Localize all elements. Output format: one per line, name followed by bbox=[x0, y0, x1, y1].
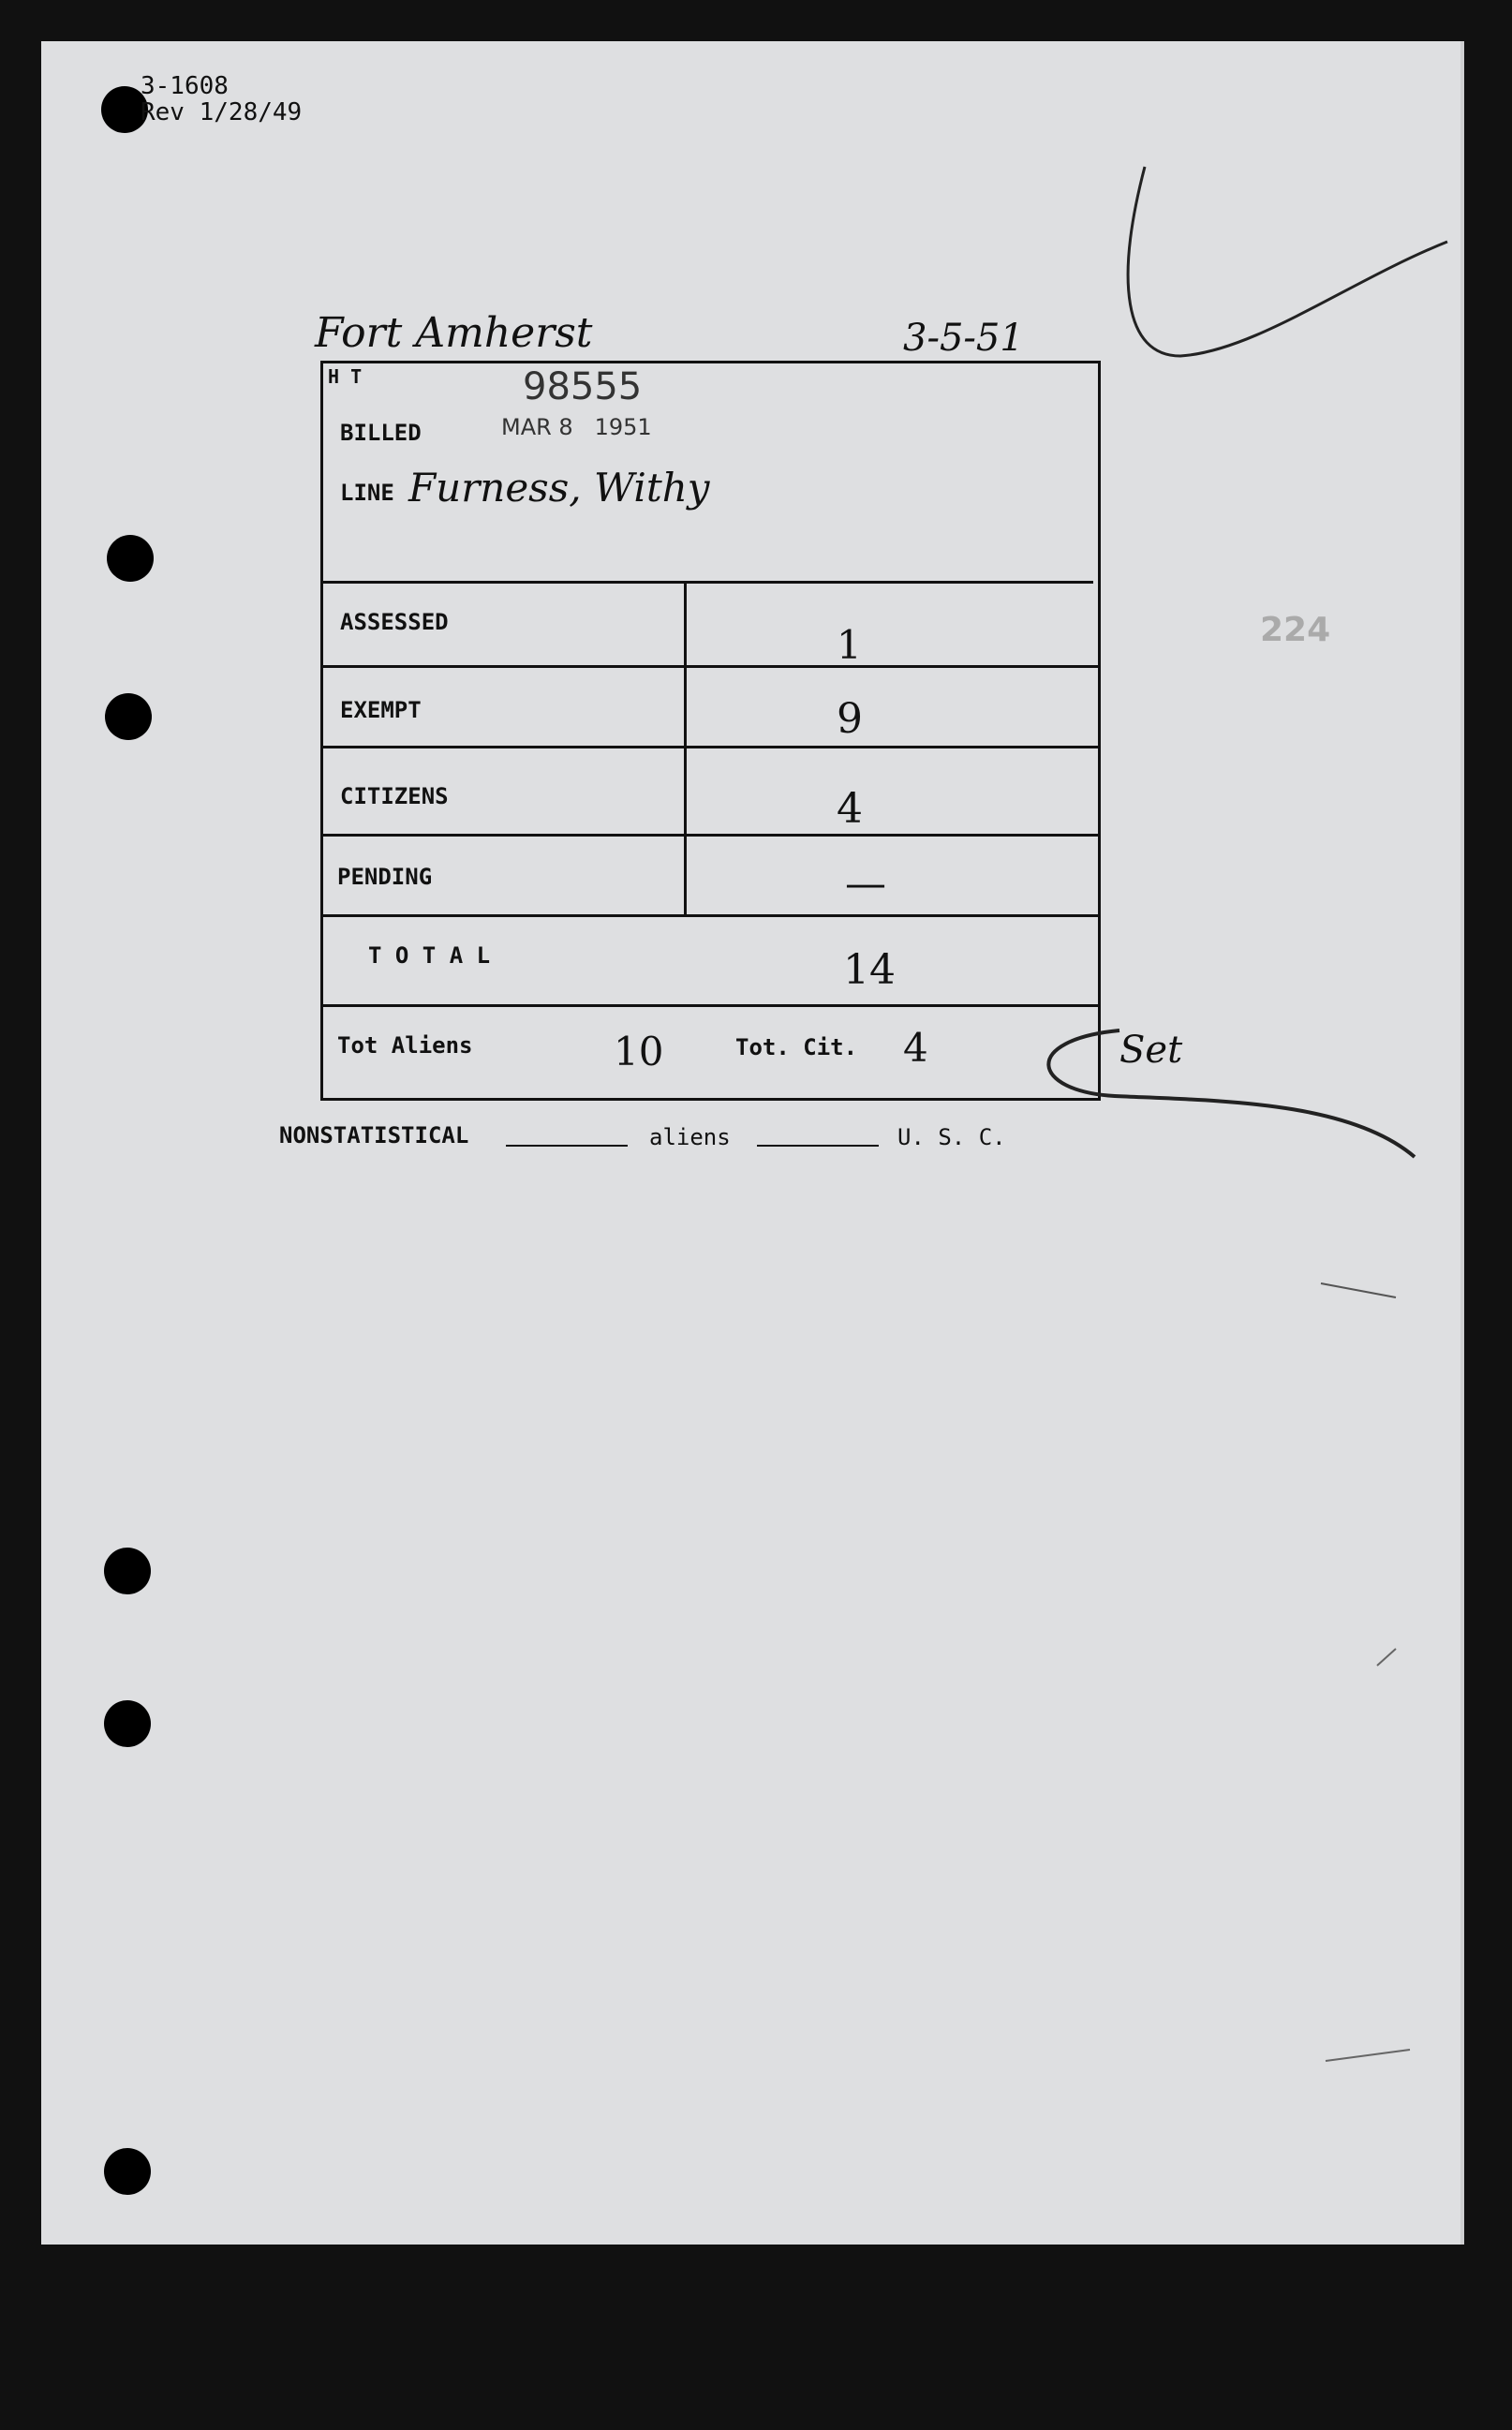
row-label-assessed: ASSESSED bbox=[340, 609, 449, 635]
entry-date: 3-5-51 bbox=[903, 317, 1024, 360]
total-label: T O T A L bbox=[368, 942, 491, 969]
initials: Set bbox=[1119, 1029, 1183, 1072]
total-value: 14 bbox=[843, 946, 896, 994]
form-revision: Rev 1/28/49 bbox=[141, 98, 303, 126]
row-value-citizens: 4 bbox=[837, 785, 863, 833]
pen-stroke-top-right bbox=[1128, 167, 1447, 356]
nonstatistical-label: NONSTATISTICAL bbox=[279, 1122, 469, 1148]
port-name: Fort Amherst bbox=[315, 309, 593, 357]
ht-number: 98555 bbox=[523, 365, 643, 408]
usc-label: U. S. C. bbox=[897, 1124, 1006, 1150]
pen-stroke-mark bbox=[1326, 2050, 1410, 2061]
row-label-pending: PENDING bbox=[337, 864, 433, 890]
row-value-pending: — bbox=[845, 860, 886, 908]
aliens-label: aliens bbox=[649, 1124, 731, 1150]
row-label-exempt: EXEMPT bbox=[340, 697, 422, 723]
pen-stroke-check bbox=[1048, 1030, 1415, 1157]
tot-cit-label: Tot. Cit. bbox=[735, 1034, 858, 1060]
row-label-citizens: CITIZENS bbox=[340, 783, 449, 809]
line-value: Furness, Withy bbox=[408, 465, 710, 511]
pen-stroke-mark bbox=[1377, 1649, 1396, 1666]
pen-stroke-mark bbox=[1321, 1283, 1396, 1297]
billed-stamp: MAR 8 1951 bbox=[501, 414, 652, 440]
form-number: 3-1608 bbox=[141, 72, 229, 100]
tot-aliens-value: 10 bbox=[614, 1029, 664, 1074]
row-value-assessed: 1 bbox=[837, 622, 862, 668]
ht-label: H T bbox=[328, 365, 363, 388]
tot-aliens-label: Tot Aliens bbox=[337, 1032, 473, 1059]
billed-label: BILLED bbox=[340, 420, 422, 446]
row-value-exempt: 9 bbox=[837, 695, 863, 743]
tot-cit-value: 4 bbox=[903, 1025, 928, 1071]
page-number: 224 bbox=[1260, 611, 1331, 649]
line-label: LINE bbox=[340, 480, 394, 506]
